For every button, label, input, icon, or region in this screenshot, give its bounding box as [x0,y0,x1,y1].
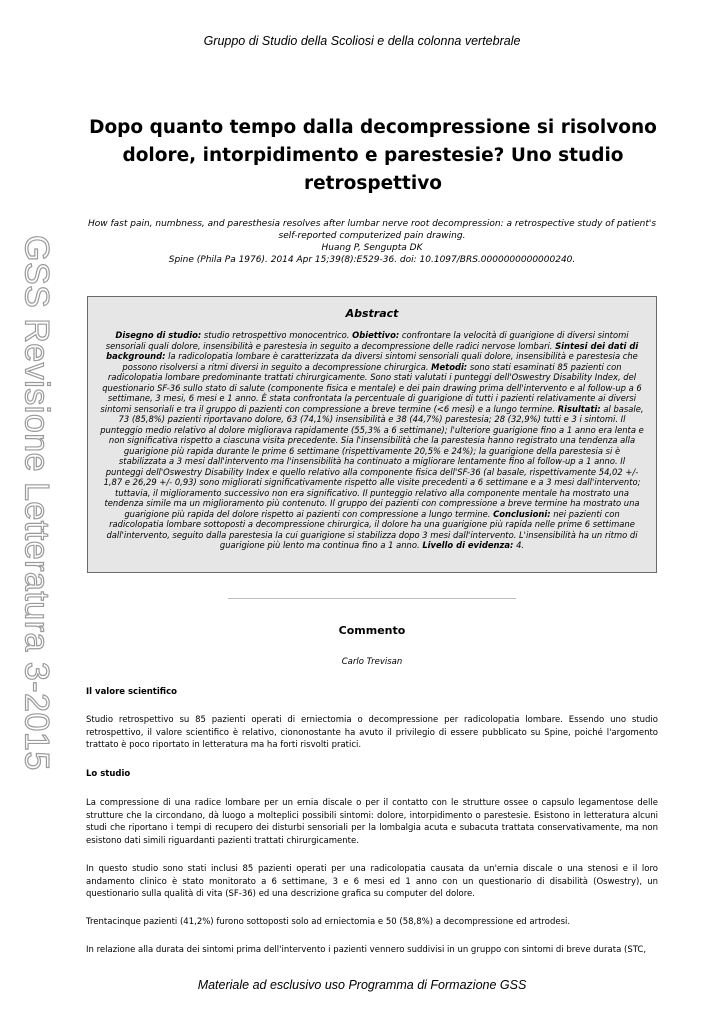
english-title: How fast pain, numbness, and paresthesia resolves after lumbar nerve root decompression: a retrospective study of patient's self-reported computerized pain drawing. [87,219,657,241]
design-label: Disegno di studio: [115,330,202,340]
comment-author: Carlo Trevisan [341,657,403,667]
citation-authors: Huang P, Sengupta DK [321,243,423,253]
design-text: studio retrospettivo monocentrico. [203,330,350,340]
methods-label: Metodi: [431,361,468,372]
side-watermark [12,235,60,771]
objective-label: Obiettivo: [352,330,400,340]
conclusions-text: nei pazienti con radicolopatia lombare sottoposti a decompressione chirurgica, il dolore ha una guarigione più rapida nelle prime 6 settimane dall'intervento, seguito dalla parestesia la cui guarigione si stabilizza dopo 3 mesi dall'intervento. L'insensibilità ha un ritmo di guarigione più lento ma continua fino a 1 anno. [106,508,638,550]
paragraph-study-3: Trentacinque pazienti (41,2%) furono sottoposti solo ad erniectomia e 50 (58,8%) a decompressione ed artrodesi. [86,917,571,927]
page-footer: Materiale ad esclusivo uso Programma di Formazione GSS [197,978,527,992]
paragraph-scientific-value: Studio retrospettivo su 85 pazienti operati di erniectomia o decompressione per radicolopatia lombare. Essendo uno studio retrospettivo, il valore scientifico è relativo, ciononostante ha avuto il privilegio di essere pubblicato su Spine, poiché l'argomento trattato è poco riportato in letteratura ma ha forti risvolti pratici. [86,715,658,750]
methods-text: sono stati esaminati 85 pazienti con radicolopatia lombare predominante trattati chirurgicamente. Sono stati valutati i punteggi dell'Oswestry Disability Index, del questionario SF-36 sullo stato di salute (componente fisica e mentale) e dei pain drawing prima dell'intervento e al follow-up a 6 settimane, 3 mesi, 6 mesi e 1 anno. È stata confrontata la percentuale di guarigione di tutti i pazienti relativamente ai diversi sintomi sensoriali e tra il gruppo di pazienti con compressione a breve termine (<6 mesi) e a lungo termine. [100,361,642,414]
paragraph-study-2: In questo studio sono stati inclusi 85 pazienti operati per una radicolopatia causata da un'ernia discale o una stenosi e il loro andamento clinico è stato monitorato a 6 settimane, 3 e 6 mesi ed 1 anno con un questionario di disabilità (Oswestry), un questionario sulla qualità di vita (SF-36) ed una descrizione grafica su computer del dolore. [86,864,658,899]
abstract-box [87,296,657,573]
comment-heading: Commento [338,624,406,637]
section-divider [228,598,516,599]
citation-reference: Spine (Phila Pa 1976). 2014 Apr 15;39(8):E529-36. doi: 10.1097/BRS.0000000000000240. [168,255,576,265]
evidence-label: Livello di evidenza: [422,540,514,550]
abstract-body [100,330,644,551]
citation-block [86,218,658,266]
page-header: Gruppo di Studio della Scoliosi e della colonna vertebrale [203,34,521,48]
evidence-text: 4. [516,540,525,550]
objective-text: confrontare la velocità di guarigione di diversi sintomi sensoriali quali dolore, insensibilità e parestesia in seguito a decompressione delle radici nervose lombari. [105,330,629,351]
background-label: Sintesi dei dati di background: [106,340,639,361]
abstract-heading: Abstract [345,307,399,320]
results-label: Risultati: [557,403,601,414]
results-text: al basale, 73 (85,8%) pazienti riportavano dolore, 63 (74,1%) insensibilità e 38 (44,7%) parestesia; 28 (32,9%) tutti e 3 i sintomi. Il punteggio medio relativo al dolore migliorava rapidamente (55,3% a 6 settimane); l'ulteriore guarigione fino a 1 anno era lenta e non significativa rispetto a ciascuna visita precedente. Sia l'insensibilità che la parestesia hanno registrato una tendenza alla guarigione più rapida durante le prime 6 settimane (rispettivamente 20,5% e 24%); la guarigione della parestesia si è stabilizzata a 3 mesi dall'intervento ma l'insensibilità ha continuato a migliorare lentamente fino al follow-up a 1 anno. Il punteggi dell'Oswestry Disability Index e quello relativo alla componente fisica dell'SF-36 (al basale, rispettivamente 54,02 +/- 1,87 e 26,29 +/- 0,93) sono migliorati significativamente rispetto alle visite precedenti a 6 settimane e a 3 mesi dall'intervento; tuttavia, il miglioramento successivo non era significativo. Il punteggio relativo alla componente mentale ha mostrato una tendenza simile ma un miglioramento più contenuto. Il gruppo dei pazienti con compressione a breve termine ha mostrato una guarigione più rapida del dolore rispetto ai pazienti con compressione a lungo termine. [100,403,644,519]
background-text: la radicolopatia lombare è caratterizzata da diversi sintomi sensoriali quali dolore, insensibilità e parestesia che possono risolversi a ritmi diversi in seguito a decompressione chirurgica. [122,351,638,372]
conclusions-label: Conclusioni: [493,508,551,519]
section-heading-study: Lo studio [86,769,131,779]
section-heading-scientific-value: Il valore scientifico [86,687,177,697]
paragraph-study-1: La compressione di una radice lombare per un ernia discale o per il contatto con le strutture ossee o capsulo legamentose delle strutture che la circondano, dà luogo a molteplici possibili sintomi: dolore, intorpidimento o parestesie. Esistono in letteratura alcuni studi che riportano i tempi di recupero dei disturbi sensoriali per la lombalgia acuta e subacuta trattata conservativamente, ma non esistono dati simili riguardanti pazienti trattati chirurgicamente. [86,798,658,846]
side-watermark-text: GSS Revisione Letteratura 3-2015 [17,235,56,771]
paragraph-study-4: In relazione alla durata dei sintomi prima dell'intervento i pazienti vennero suddivisi in un gruppo con sintomi di breve durata (STC, [86,945,647,955]
article-title: Dopo quanto tempo dalla decompressione si risolvono dolore, intorpidimento e parestesie? Uno studio retrospettivo [89,117,657,194]
